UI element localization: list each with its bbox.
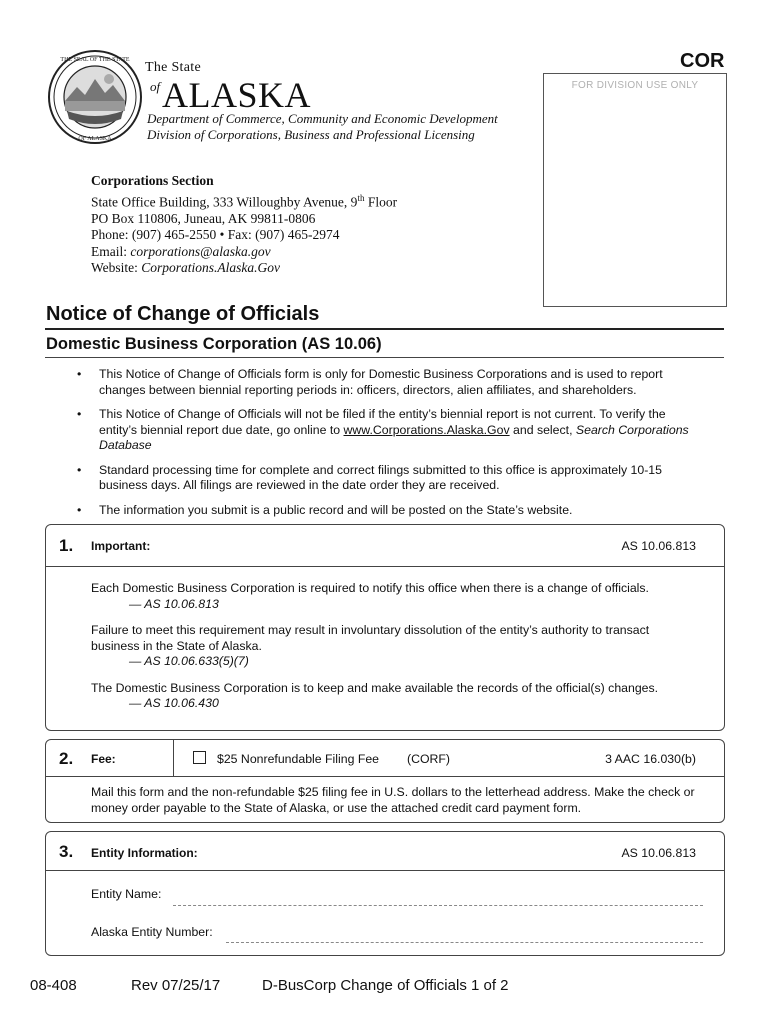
state-heading-alaska: ALASKA — [162, 75, 312, 115]
state-heading-the-state: The State — [145, 60, 201, 75]
contact-address-line1: State Office Building, 333 Willoughby Avenue, 9th Floor — [91, 192, 398, 209]
section-label: Fee: — [91, 752, 116, 766]
statute-citation: — AS 10.06.813 — [129, 596, 219, 611]
contact-email: Email: corporations@alaska.gov — [91, 243, 271, 259]
title-divider — [45, 328, 724, 330]
entity-number-label: Alaska Entity Number: — [91, 925, 213, 939]
requirement-text: Failure to meet this requirement may result in involuntary dissolution of the entity’s authority to transact business in the State of Alaska. — [91, 623, 650, 653]
statute-reference: AS 10.06.813 — [621, 846, 696, 860]
page-title-footer: D-BusCorp Change of Officials 1 of 2 — [262, 977, 509, 994]
contact-address-line2: PO Box 110806, Juneau, AK 99811-0806 — [91, 210, 316, 226]
contact-section-title: Corporations Section — [91, 173, 214, 188]
section-number: 2. — [59, 749, 74, 768]
subtitle-divider — [45, 357, 724, 358]
fee-code: (CORF) — [407, 752, 451, 766]
state-heading-of: of — [150, 79, 161, 94]
requirement-text: Each Domestic Business Corporation is required to notify this office when there is a change of officials. — [91, 581, 649, 595]
svg-text:OF ALASKA: OF ALASKA — [78, 136, 112, 142]
email-link[interactable]: corporations@alaska.gov — [130, 243, 271, 259]
regulation-reference: 3 AAC 16.030(b) — [605, 752, 696, 766]
statute-citation: — AS 10.06.633(5)(7) — [129, 654, 249, 668]
department-name: Department of Commerce, Community and Economic Development — [147, 111, 498, 126]
header-divider — [173, 740, 174, 776]
list-item: • Standard processing time for complete and correct filings submitted to this office is approximately 10-15 business days. All filings are reviewed in the date order they are received. — [77, 462, 662, 492]
list-item: • This Notice of Change of Officials will not be filed if the entity’s biennial report is not current. To verify the entity’s biennial report due date, go online to www.Corporations.Alaska.Gov and select, Search Corporations Database — [77, 407, 689, 452]
section-header — [46, 740, 724, 777]
fee-checkbox[interactable] — [193, 751, 206, 764]
svg-text:THE SEAL OF THE STATE: THE SEAL OF THE STATE — [60, 57, 130, 63]
contact-phone: Phone: (907) 465-2550 • Fax: (907) 465-2974 — [91, 227, 340, 242]
form-title: Notice of Change of Officials — [46, 303, 320, 325]
requirement-text: The Domestic Business Corporation is to keep and make available the records of the official(s) changes. — [91, 680, 659, 695]
section-header — [46, 525, 724, 567]
fee-option-label: $25 Nonrefundable Filing Fee — [217, 752, 380, 766]
website-link[interactable]: Corporations.Alaska.Gov — [141, 260, 281, 275]
alaska-state-seal — [47, 49, 143, 145]
section-fee — [45, 739, 725, 823]
contact-block — [91, 173, 397, 277]
section-header — [46, 832, 724, 871]
section-label: Important: — [91, 539, 151, 553]
section-number: 1. — [59, 536, 74, 555]
list-item: • This Notice of Change of Officials form is only for Domestic Business Corporations and is used to report changes between biennial reporting periods in: officers, directors, alien affiliates, and shareholders. — [77, 367, 663, 397]
section-body — [91, 581, 691, 712]
contact-website: Website: Corporations.Alaska.Gov — [91, 260, 281, 275]
entity-number-field[interactable] — [226, 942, 703, 943]
list-item: • The information you submit is a public record and will be posted on the State’s website. — [77, 502, 573, 517]
form-number: 08-408 — [30, 977, 77, 994]
form-code: COR — [680, 50, 725, 72]
statute-reference: AS 10.06.813 — [621, 539, 696, 553]
form-subtitle: Domestic Business Corporation (AS 10.06) — [46, 335, 382, 353]
entity-name-field[interactable] — [173, 905, 703, 906]
division-use-label: FOR DIVISION USE ONLY — [571, 80, 699, 91]
statute-citation: — AS 10.06.430 — [129, 696, 219, 710]
revision-date: Rev 07/25/17 — [131, 977, 221, 994]
instructions-list — [70, 367, 690, 527]
section-label: Entity Information: — [91, 846, 198, 860]
section-number: 3. — [59, 842, 74, 861]
fee-instructions: Mail this form and the non-refundable $25 filing fee in U.S. dollars to the letterhead address. Make the check or money order payable to the State of Alaska, or use the attached credit card payment form. — [91, 785, 695, 815]
section-important — [45, 524, 725, 731]
corporations-website-link[interactable]: www.Corporations.Alaska.Gov — [343, 422, 510, 437]
division-use-box — [543, 73, 727, 307]
division-name: Division of Corporations, Business and Professional Licensing — [147, 127, 475, 142]
section-entity-information — [45, 831, 725, 956]
entity-name-label: Entity Name: — [91, 887, 162, 901]
department-lines — [147, 111, 498, 143]
